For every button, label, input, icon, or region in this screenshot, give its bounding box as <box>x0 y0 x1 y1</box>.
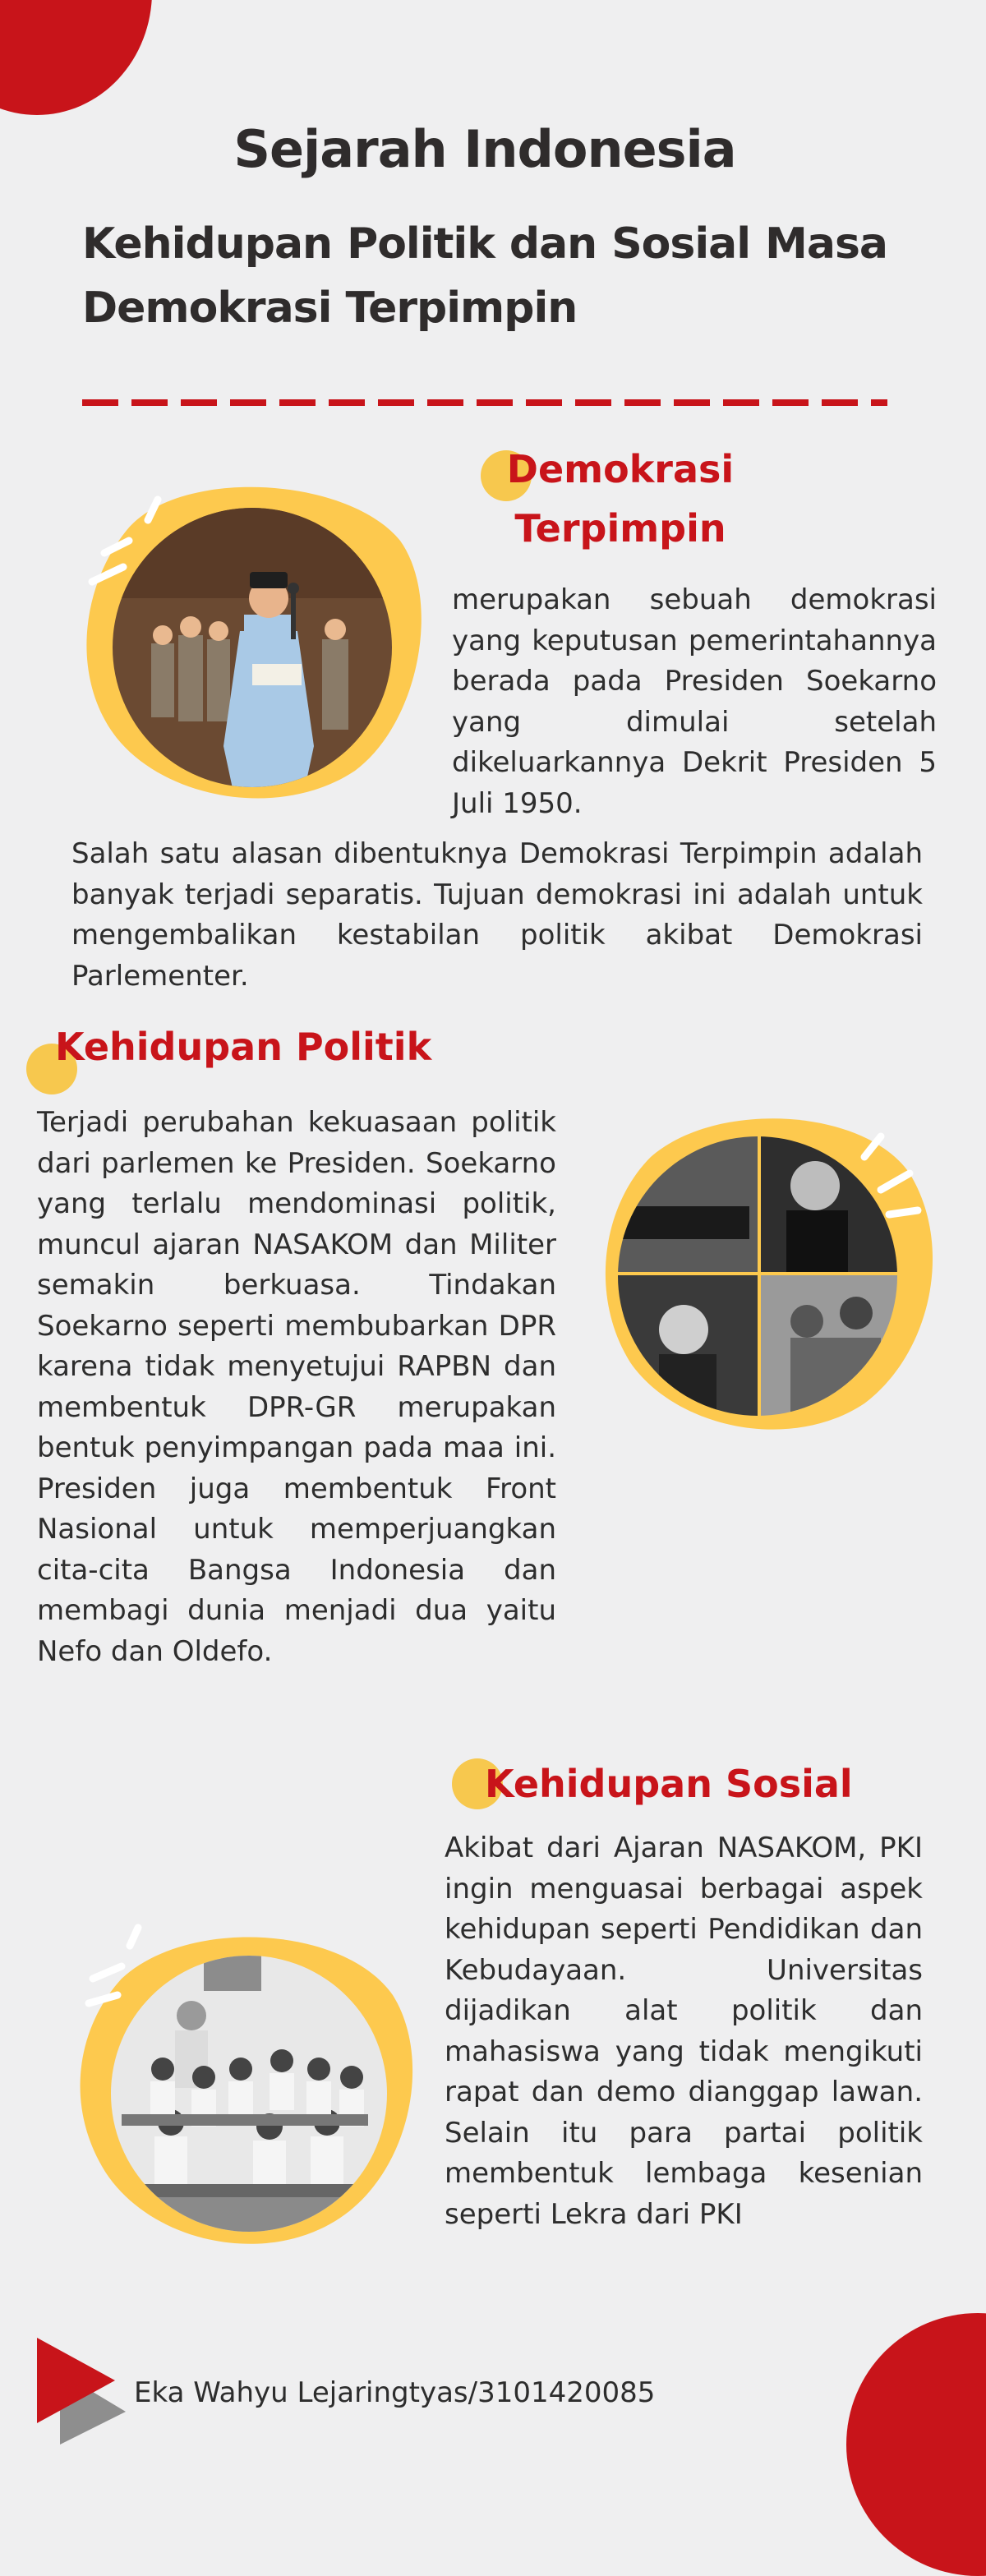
corner-decoration-bottom-right <box>846 2313 986 2576</box>
page-title: Sejarah Indonesia <box>233 119 736 179</box>
play-arrow-icon <box>37 2338 136 2445</box>
speech-illustration <box>76 475 425 804</box>
classroom-photo <box>72 1921 417 2250</box>
demokrasi-reason: Salah satu alasan dibentuknya Demokrasi Terpimpin adalah banyak terjadi separatis. Tujuan demokrasi ini adalah untuk mengembalikan kestabilan politik akibat Demokrasi Parlementer. <box>71 837 923 993</box>
sosial-description: Akibat dari Ajaran NASAKOM, PKI ingin menguasai berbagai aspek kehidupan seperti Pendidikan dan Kebudayaan. Universitas dijadikan alat politik dan mahasiswa yang tidak mengikuti rapat dan demo dianggap lawan. Selain itu para partai politik membentuk lembaga kesenian seperti Lekra dari PKI <box>445 1832 923 2231</box>
footer-author: Eka Wahyu Lejaringtyas/3101420085 <box>134 2376 656 2409</box>
politik-description: Terjadi perubahan kekuasaan politik dari parlemen ke Presiden. Soekarno yang terlalu mendominasi politik, muncul ajaran NASAKOM dan Militer semakin berkuasa. Tindakan Soekarno seperti membubarkan DPR karena tidak menyetujui RAPBN dan membentuk DPR-GR merupakan bentuk penyimpangan pada maa ini. Presiden juga membentuk Front Nasional untuk memperjuangkan cita-cita Bangsa Indonesia dan membagi dunia menjadi dua yaitu Nefo dan Oldefo. <box>37 1106 556 1668</box>
section-heading-kehidupan-politik: Kehidupan Politik <box>55 1025 432 1069</box>
page-subtitle: Kehidupan Politik dan Sosial Masa Demokrasi Terpimpin <box>82 219 887 333</box>
corner-decoration-top-left <box>0 0 152 115</box>
military-photo-collage <box>593 1108 938 1436</box>
dashed-divider <box>82 399 887 406</box>
section-heading-kehidupan-sosial: Kehidupan Sosial <box>485 1762 853 1806</box>
demokrasi-description: merupakan sebuah demokrasi yang keputusan pemerintahannya berada pada Presiden Soekarno yang dimulai setelah dikeluarkannya Dekrit Presiden 5 Juli 1950. <box>452 583 937 820</box>
section-heading-demokrasi-terpimpin: Demokrasi Terpimpin <box>506 447 735 551</box>
